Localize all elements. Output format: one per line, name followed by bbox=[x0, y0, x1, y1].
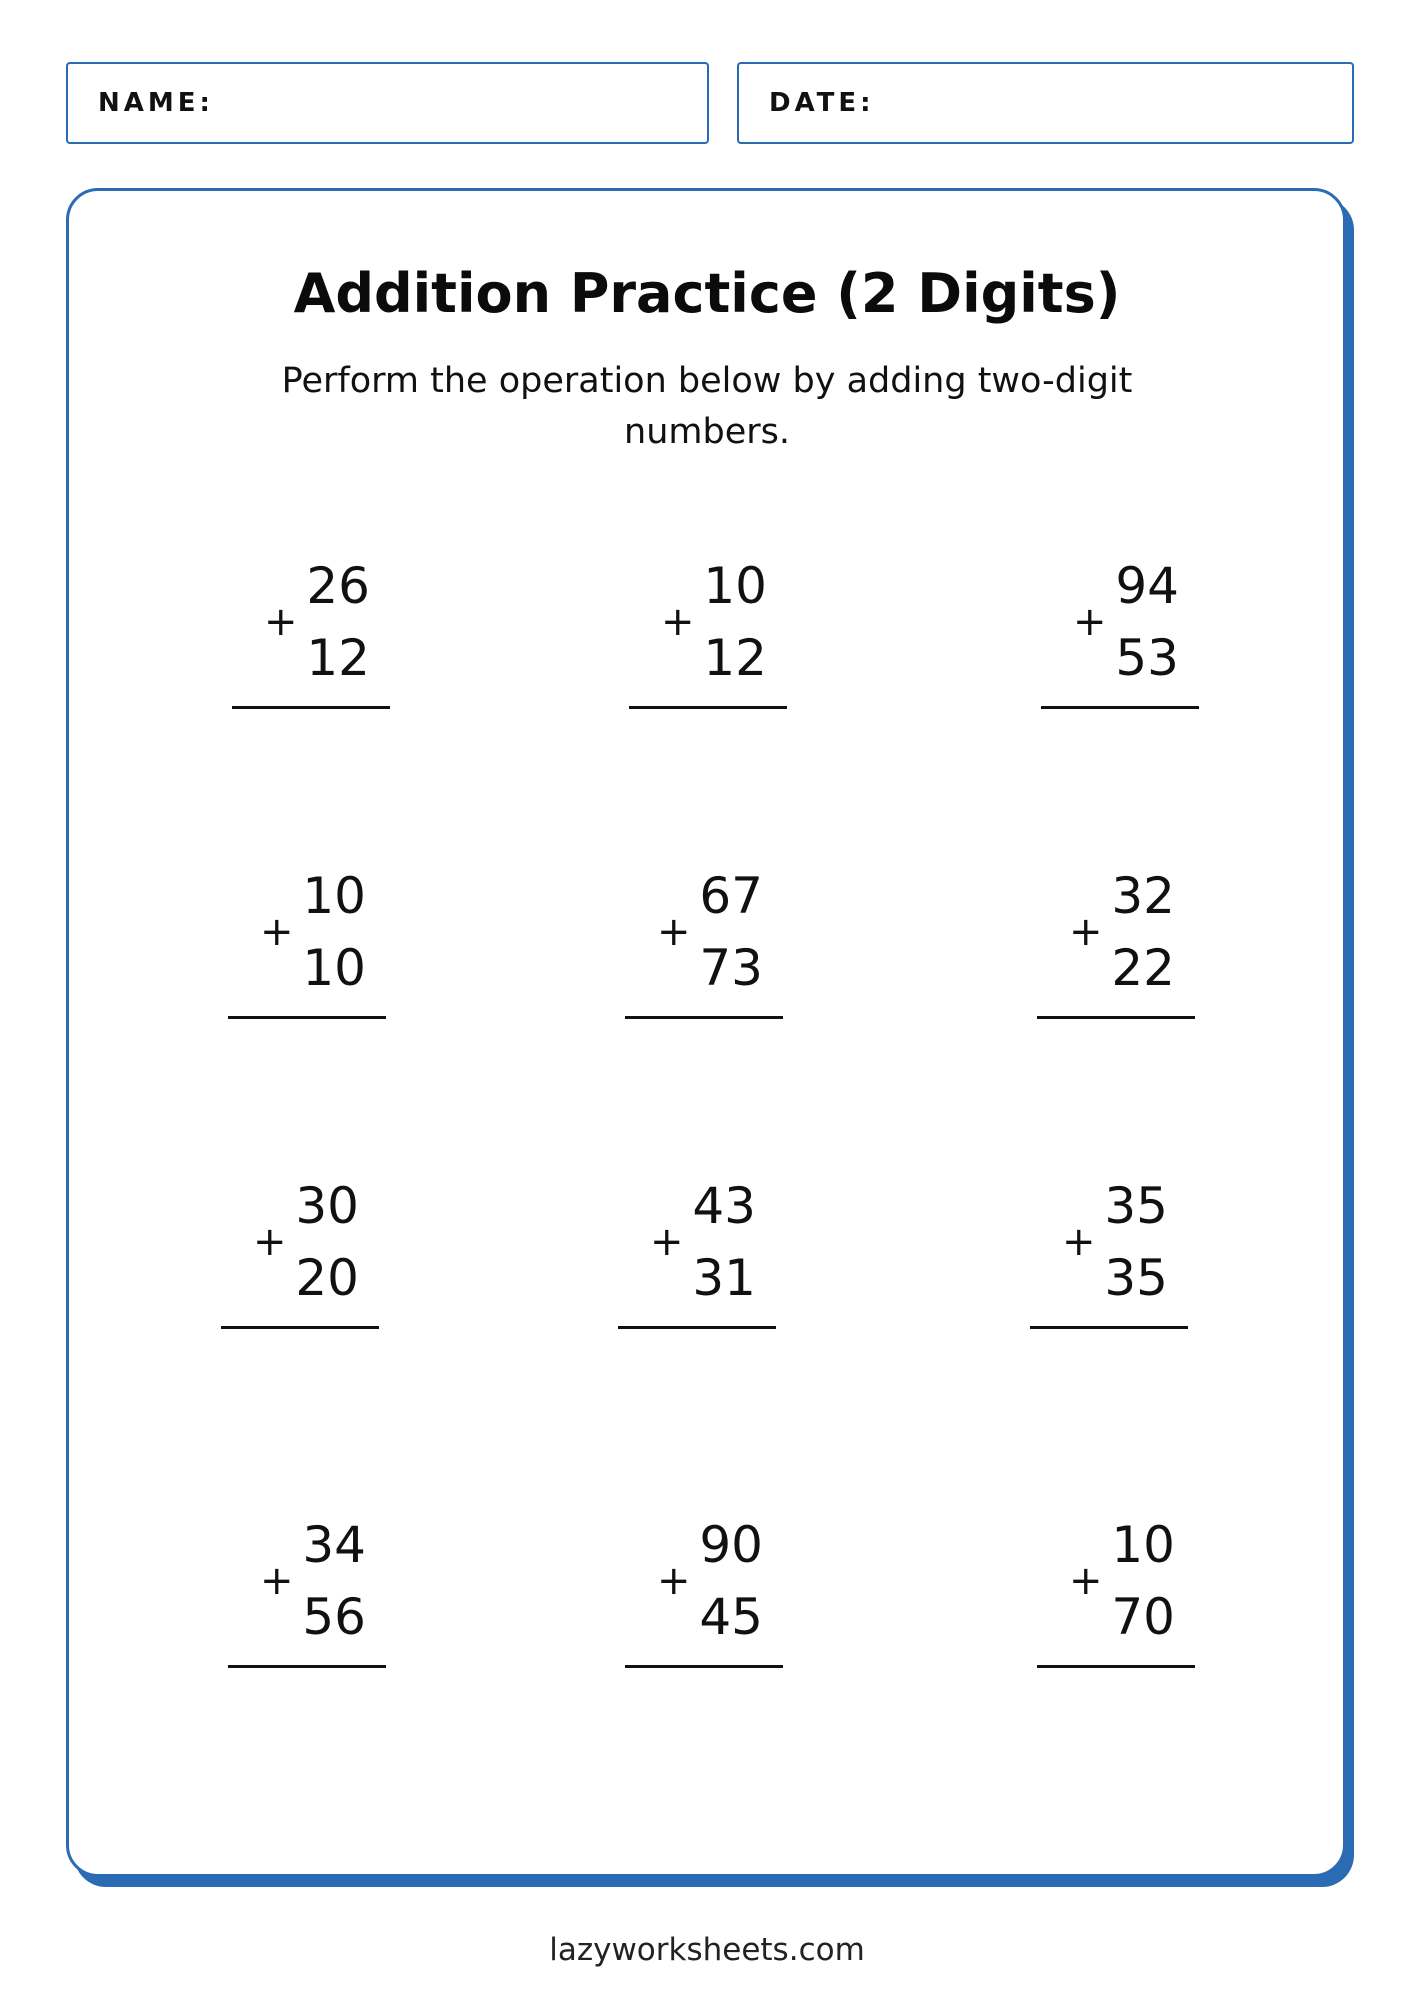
plus-sign: + bbox=[260, 1558, 294, 1604]
problem-top-number: 10 bbox=[1111, 1516, 1175, 1574]
plus-sign: + bbox=[1062, 1219, 1096, 1265]
problem-bottom-number: 35 bbox=[1104, 1249, 1168, 1307]
answer-line[interactable] bbox=[629, 706, 787, 709]
answer-line[interactable] bbox=[1037, 1016, 1195, 1019]
problem-4 bbox=[228, 866, 388, 1026]
name-field[interactable] bbox=[66, 62, 709, 144]
problem-bottom-number: 45 bbox=[699, 1588, 763, 1646]
plus-sign: + bbox=[253, 1219, 287, 1265]
problem-top-number: 43 bbox=[692, 1177, 756, 1235]
problem-bottom-number: 12 bbox=[703, 629, 767, 687]
plus-sign: + bbox=[1073, 599, 1107, 645]
problem-top-number: 26 bbox=[306, 557, 370, 615]
problem-top-number: 30 bbox=[295, 1177, 359, 1235]
problem-top-number: 10 bbox=[703, 557, 767, 615]
problem-8 bbox=[618, 1176, 778, 1336]
problem-1 bbox=[232, 556, 392, 716]
plus-sign: + bbox=[260, 909, 294, 955]
problem-2 bbox=[629, 556, 789, 716]
problem-10 bbox=[228, 1515, 388, 1675]
plus-sign: + bbox=[650, 1219, 684, 1265]
problem-top-number: 34 bbox=[302, 1516, 366, 1574]
plus-sign: + bbox=[661, 599, 695, 645]
answer-line[interactable] bbox=[1037, 1665, 1195, 1668]
problem-5 bbox=[625, 866, 785, 1026]
problem-3 bbox=[1041, 556, 1201, 716]
name-label: NAME: bbox=[98, 88, 214, 118]
problem-top-number: 10 bbox=[302, 867, 366, 925]
problem-top-number: 35 bbox=[1104, 1177, 1168, 1235]
date-label: DATE: bbox=[769, 88, 875, 118]
answer-line[interactable] bbox=[228, 1665, 386, 1668]
problem-9 bbox=[1030, 1176, 1190, 1336]
plus-sign: + bbox=[1069, 1558, 1103, 1604]
plus-sign: + bbox=[657, 1558, 691, 1604]
problem-7 bbox=[221, 1176, 381, 1336]
worksheet-title: Addition Practice (2 Digits) bbox=[293, 262, 1121, 325]
date-field[interactable] bbox=[737, 62, 1354, 144]
problem-bottom-number: 12 bbox=[306, 629, 370, 687]
problem-bottom-number: 70 bbox=[1111, 1588, 1175, 1646]
answer-line[interactable] bbox=[221, 1326, 379, 1329]
problem-bottom-number: 20 bbox=[295, 1249, 359, 1307]
problem-11 bbox=[625, 1515, 785, 1675]
problem-top-number: 67 bbox=[699, 867, 763, 925]
answer-line[interactable] bbox=[625, 1665, 783, 1668]
problem-12 bbox=[1037, 1515, 1197, 1675]
problem-bottom-number: 73 bbox=[699, 939, 763, 997]
plus-sign: + bbox=[657, 909, 691, 955]
problem-bottom-number: 31 bbox=[692, 1249, 756, 1307]
answer-line[interactable] bbox=[1041, 706, 1199, 709]
worksheet-instructions: Perform the operation below by adding two-digit numbers. bbox=[281, 361, 1133, 452]
answer-line[interactable] bbox=[232, 706, 390, 709]
answer-line[interactable] bbox=[625, 1016, 783, 1019]
answer-line[interactable] bbox=[228, 1016, 386, 1019]
problem-bottom-number: 56 bbox=[302, 1588, 366, 1646]
answer-line[interactable] bbox=[1030, 1326, 1188, 1329]
plus-sign: + bbox=[264, 599, 298, 645]
problem-top-number: 32 bbox=[1111, 867, 1175, 925]
plus-sign: + bbox=[1069, 909, 1103, 955]
problem-bottom-number: 22 bbox=[1111, 939, 1175, 997]
problem-top-number: 90 bbox=[699, 1516, 763, 1574]
problem-bottom-number: 53 bbox=[1115, 629, 1179, 687]
problem-6 bbox=[1037, 866, 1197, 1026]
answer-line[interactable] bbox=[618, 1326, 776, 1329]
problem-bottom-number: 10 bbox=[302, 939, 366, 997]
problem-top-number: 94 bbox=[1115, 557, 1179, 615]
footer-website: lazyworksheets.com bbox=[549, 1932, 865, 1968]
